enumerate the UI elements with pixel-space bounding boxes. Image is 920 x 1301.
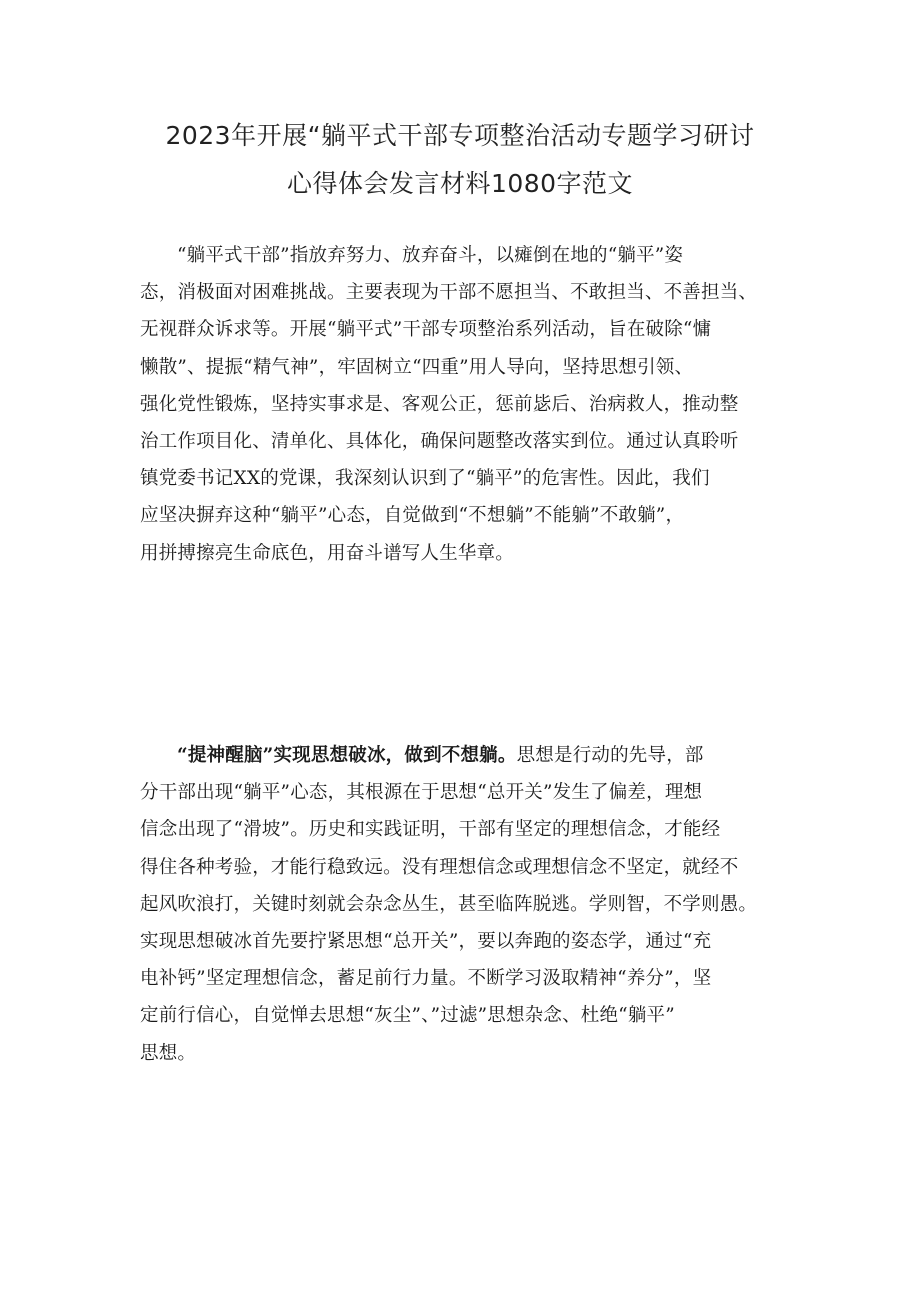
paragraph-line: 分干部出现“躺平”心态，其根源在于思想“总开关”发生了偏差，理想: [140, 782, 703, 804]
paragraph-line: 得住各种考验，才能行稳致远。没有理想信念或理想信念不坚定，就经不: [140, 856, 739, 878]
section-heading: “提神醒脑”实现思想破冰，做到不想躺。: [177, 745, 517, 766]
document-title: [120, 112, 800, 208]
paragraph-line: 思想。: [140, 1042, 197, 1064]
paragraph-line: 态，消极面对困难挑战。主要表现为干部不愿担当、不敢担当、不善担当、: [140, 282, 758, 304]
paragraph-line: 信念出现了“滑坡”。历史和实践证明，干部有坚定的理想信念，才能经: [140, 819, 721, 841]
paragraph-line: 用拼搏擦亮生命底色，用奋斗谱写人生华章。: [140, 542, 515, 564]
paragraph-line: 镇党委书记XX的党课，我深刻认识到了“躺平”的危害性。因此，我们: [140, 468, 710, 490]
paragraph-line: 实现思想破冰首先要拧紧思想“总开关”，要以奔跑的姿态学，通过“充: [140, 931, 712, 953]
paragraph-section-1: [140, 737, 790, 1072]
paragraph-line: 无视群众诉求等。开展“躺平式”干部专项整治系列活动，旨在破除“慵: [140, 319, 712, 341]
paragraph-line: 电补钙”坚定理想信念，蓄足前行力量。不断学习汲取精神“养分”，坚: [140, 968, 712, 990]
title-line-1: 2023年开展“躺平式干部专项整治活动专题学习研讨: [165, 121, 755, 150]
paragraph-line: 治工作项目化、清单化、具体化，确保问题整改落实到位。通过认真聆听: [140, 431, 739, 453]
paragraph-line: 应坚决摒弃这种“躺平”心态，自觉做到“不想躺”不能躺”不敢躺”，: [140, 505, 685, 527]
title-line-2: 心得体会发言材料1080字范文: [286, 169, 634, 198]
paragraph-line: “躺平式干部”指放弃努力、放弃奋斗，以瘫倒在地的“躺平”姿: [177, 245, 684, 266]
paragraph-line: 起风吹浪打，关键时刻就会杂念丛生，甚至临阵脱逃。学则智，不学则愚。: [140, 893, 758, 915]
paragraph-line: [140, 737, 790, 774]
paragraph-line: 定前行信心，自觉惮去思想“灰尘”、”过滤”思想杂念、杜绝“躺平”: [140, 1005, 675, 1027]
section-heading-rest: 思想是行动的先导，部: [516, 745, 704, 766]
paragraph-intro: [140, 237, 790, 572]
paragraph-line: 强化党性锻炼，坚持实事求是、客观公正，惩前毖后、治病救人，推动整: [140, 393, 739, 415]
paragraph-line: 懒散”、提振“精气神”，牢固树立“四重”用人导向，坚持思想引领、: [140, 356, 694, 378]
